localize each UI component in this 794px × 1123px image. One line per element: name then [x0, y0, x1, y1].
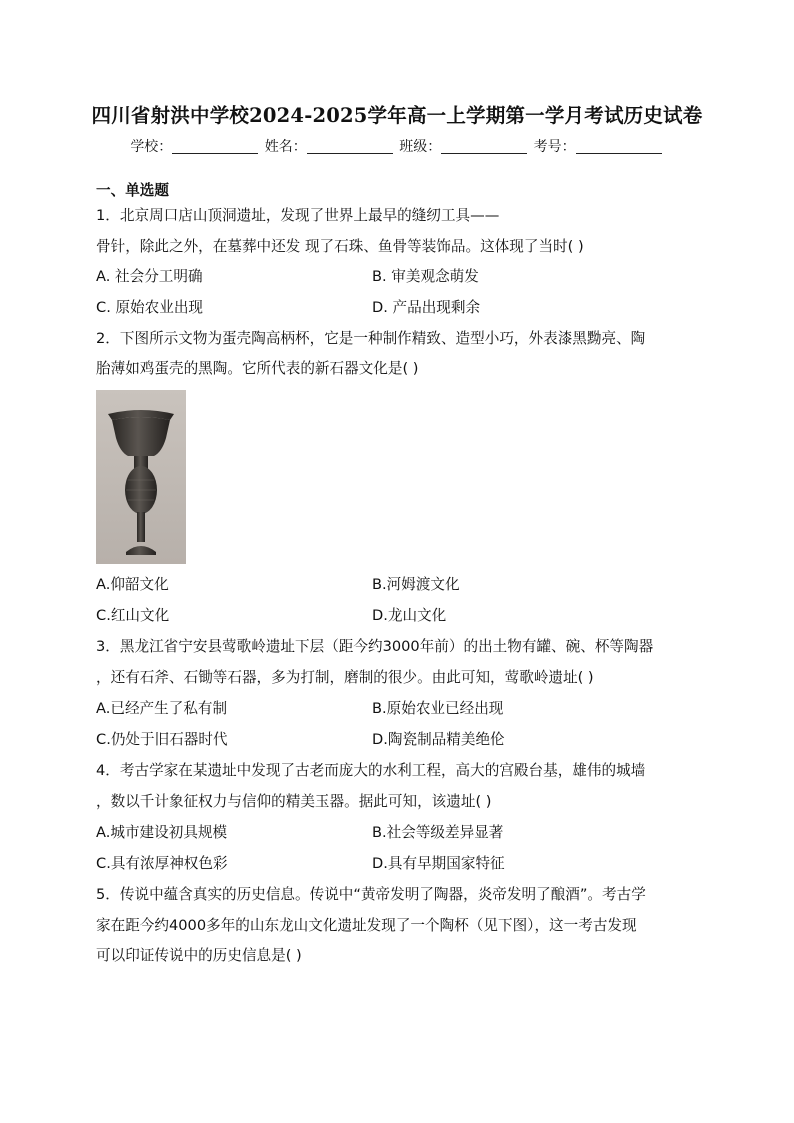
school-blank[interactable] — [172, 139, 258, 154]
question-1-option-c[interactable]: C. 原始农业出现 — [96, 299, 204, 316]
question-5-line-3: 可以印证传说中的历史信息是( ) — [96, 947, 302, 964]
question-3-line-1: 3．黑龙江省宁安县莺歌岭遗址下层（距今约3000年前）的出土物有罐、碗、杯等陶器 — [96, 638, 654, 655]
question-2-line-1: 2．下图所示文物为蛋壳陶高柄杯，它是一种制作精致、造型小巧，外表漆黑黝亮、陶 — [96, 330, 646, 347]
question-1-line-2: 骨针，除此之外，在墓葬中还发 现了石珠、鱼骨等装饰品。这体现了当时( ) — [96, 238, 584, 255]
class-blank[interactable] — [441, 139, 527, 154]
exam-title: 四川省射洪中学校2024-2025学年高一上学期第一学月考试历史试卷 — [91, 104, 703, 127]
question-3-option-c[interactable]: C.仍处于旧石器时代 — [96, 731, 228, 748]
name-blank[interactable] — [307, 139, 393, 154]
question-1-option-a[interactable]: A. 社会分工明确 — [96, 268, 203, 285]
eggshell-cup-photo — [96, 390, 186, 564]
class-label: 班级： — [399, 139, 442, 155]
question-4-line-1: 4．考古学家在某遗址中发现了古老而庞大的水利工程，高大的宫殿台基，雄伟的城墙 — [96, 762, 646, 779]
question-3-option-d[interactable]: D.陶瓷制品精美绝伦 — [372, 731, 505, 748]
question-2-option-a[interactable]: A.仰韶文化 — [96, 576, 169, 593]
question-5-line-1: 5．传说中蕴含真实的历史信息。传说中“黄帝发明了陶器，炎帝发明了酿酒”。考古学 — [96, 886, 646, 903]
section-title: 一、单选题 — [96, 182, 169, 199]
question-3-option-b[interactable]: B.原始农业已经出现 — [372, 700, 504, 717]
question-1-option-d[interactable]: D. 产品出现剩余 — [372, 299, 481, 316]
question-5-line-2: 家在距今约4000多年的山东龙山文化遗址发现了一个陶杯（见下图），这一考古发现 — [96, 917, 637, 934]
question-1-option-b[interactable]: B. 审美观念萌发 — [372, 268, 479, 285]
question-1-line-1: 1．北京周口店山顶洞遗址，发现了世界上最早的缝纫工具—— — [96, 207, 500, 224]
question-4-option-a[interactable]: A.城市建设初具规模 — [96, 824, 228, 841]
eggshell-cup-illustration — [96, 390, 186, 564]
question-2-option-b[interactable]: B.河姆渡文化 — [372, 576, 460, 593]
exam-number-label: 考号： — [533, 139, 576, 155]
question-2-option-d[interactable]: D.龙山文化 — [372, 607, 447, 624]
question-4-option-c[interactable]: C.具有浓厚神权色彩 — [96, 855, 228, 872]
question-4-line-2: ，数以千计象征权力与信仰的精美玉器。据此可知，该遗址( ) — [96, 793, 492, 810]
exam-number-blank[interactable] — [576, 139, 662, 154]
question-4-option-d[interactable]: D.具有早期国家特征 — [372, 855, 505, 872]
question-2-line-2: 胎薄如鸡蛋壳的黑陶。它所代表的新石器文化是( ) — [96, 360, 419, 377]
name-label: 姓名： — [264, 139, 307, 155]
question-3-line-2: ，还有石斧、石锄等石器，多为打制，磨制的很少。由此可知，莺歌岭遗址( ) — [96, 669, 594, 686]
student-info-row — [0, 136, 794, 156]
question-2-option-c[interactable]: C.红山文化 — [96, 607, 170, 624]
question-3-option-a[interactable]: A.已经产生了私有制 — [96, 700, 228, 717]
school-label: 学校： — [130, 139, 173, 155]
question-4-option-b[interactable]: B.社会等级差异显著 — [372, 824, 504, 841]
